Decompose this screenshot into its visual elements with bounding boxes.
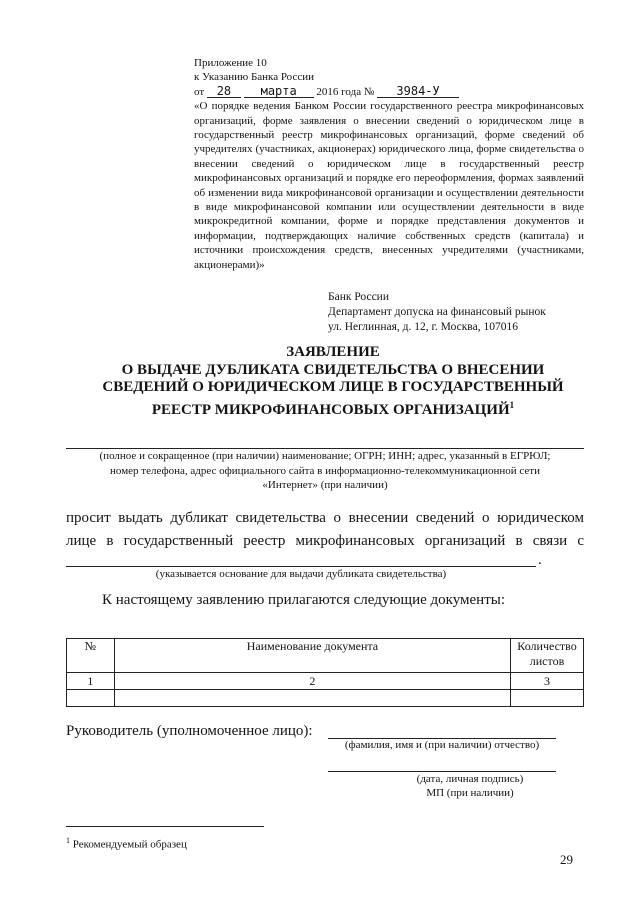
document-title	[48, 344, 618, 419]
date-signature-caption: (дата, личная подпись)	[416, 773, 524, 785]
footnote-text: Рекомендуемый образец	[72, 838, 187, 851]
table-header-row	[67, 639, 584, 673]
table-numbering-row	[67, 673, 584, 690]
empty-cell[interactable]	[114, 690, 510, 707]
applicant-caption	[66, 449, 584, 493]
title-footnote-mark: 1	[509, 399, 515, 410]
date-year-text: 2016 года №	[316, 85, 375, 98]
title-line-4-text: РЕЕСТР МИКРОФИНАНСОВЫХ ОРГАНИЗАЦИЙ	[151, 401, 510, 418]
title-line-4	[48, 397, 618, 420]
empty-cell[interactable]	[511, 690, 584, 707]
signer-name-caption: (фамилия, имя и (при наличии) отчество)	[344, 739, 540, 751]
date-day: 28	[207, 85, 241, 98]
stamp-caption: МП (при наличии)	[426, 787, 514, 799]
applicant-caption-line-2: номер телефона, адрес официального сайта в информационно-телекоммуникационной сети	[110, 464, 540, 477]
footnote	[66, 836, 187, 851]
page-number: 29	[560, 852, 573, 867]
reason-end-dot: .	[538, 552, 542, 568]
recipient-department: Департамент допуска на финансовый рынок	[328, 306, 546, 318]
appendix-number: Приложение 10	[194, 57, 267, 69]
appendix-quote: «О порядке ведения Банком России государственного реестра микрофинансовых организаций, форме заявления о внесении сведений о юридическом лице в государственный реестр микрофинансовых организаций, форме сведений об учредителях (участниках, акционерах) юридического лица, форме свидетельства о внесении сведений о юридическом лице в государственный реестр микрофинансовых организаций и порядке его переоформления, формах заявлений об изменении вида микрофинансовой организации и осуществлении деятельности в виде микрофинансовой компании или осуществлении деятельности в виде микрокредитной компании, форме и порядке представления документов и информации, подтверждающих наличие собственных средств (капитала) и источники происхождения средств, внесенных учредителями (участниками, акционерами)»	[194, 100, 584, 271]
numbering-cell-2: 2	[114, 673, 510, 690]
date-prefix: от	[194, 85, 205, 98]
date-month: марта	[244, 85, 314, 98]
title-line-1: ЗАЯВЛЕНИЕ	[286, 344, 380, 360]
request-line-2: лице в государственный реестр микрофинансовых организаций в связи с	[66, 533, 584, 549]
appendix-date-line	[194, 85, 584, 99]
table-row	[67, 690, 584, 707]
header-number: №	[67, 639, 115, 673]
appendix-reference: к Указанию Банка России	[194, 71, 314, 84]
recipient-bank: Банк России	[328, 291, 389, 303]
numbering-cell-3: 3	[511, 673, 584, 690]
documents-table	[66, 638, 584, 707]
reason-caption: (указывается основание для выдачи дубликата свидетельства)	[155, 568, 447, 580]
title-line-2: О ВЫДАЧЕ ДУБЛИКАТА СВИДЕТЕЛЬСТВА О ВНЕСЕНИИ	[121, 361, 545, 378]
header-document-name: Наименование документа	[114, 639, 510, 673]
header-sheet-count: Количество листов	[511, 639, 584, 673]
title-line-3: СВЕДЕНИЙ О ЮРИДИЧЕСКОМ ЛИЦЕ В ГОСУДАРСТВЕННЫЙ	[102, 379, 564, 395]
footnote-separator	[66, 826, 264, 827]
empty-cell[interactable]	[67, 690, 115, 707]
numbering-cell-1: 1	[67, 673, 115, 690]
appendix-header	[194, 56, 584, 272]
attachments-text: К настоящему заявлению прилагаются следующие документы:	[102, 592, 506, 608]
footnote-mark: 1	[66, 836, 70, 845]
recipient-block	[328, 290, 546, 335]
order-number: 3984-У	[377, 85, 459, 98]
applicant-caption-line-3: «Интернет» (при наличии)	[262, 479, 388, 491]
applicant-caption-line-1: (полное и сокращенное (при наличии) наименование; ОГРН; ИНН; адрес, указанный в ЕГРЮЛ;	[99, 450, 551, 462]
recipient-address: ул. Неглинная, д. 12, г. Москва, 107016	[328, 321, 518, 333]
request-line-1: просит выдать дубликат свидетельства о внесении сведений о юридическом	[66, 510, 584, 526]
signer-label: Руководитель (уполномоченное лицо):	[66, 723, 313, 739]
